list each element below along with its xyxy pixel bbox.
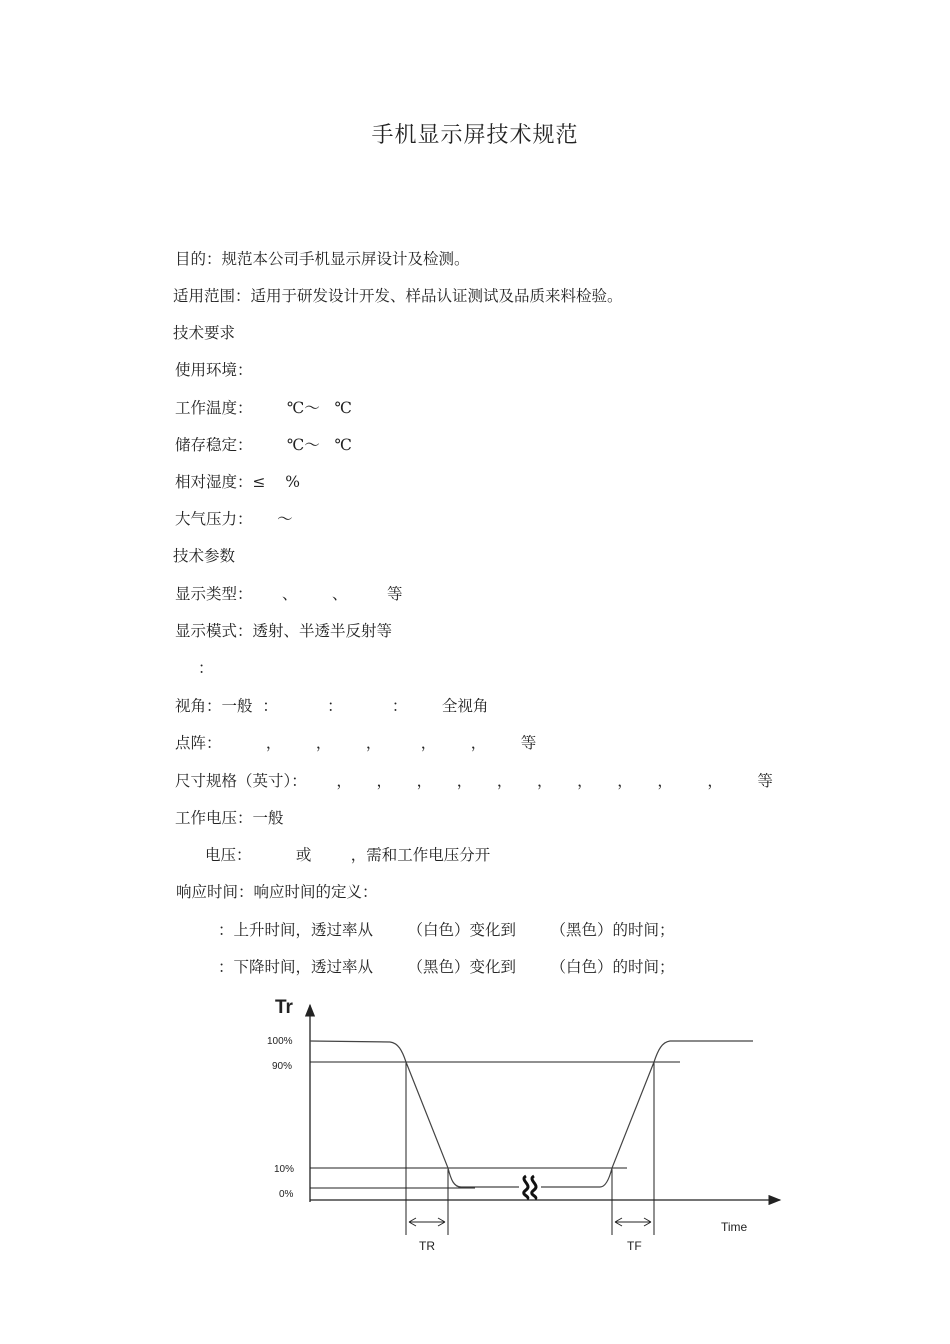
break-mask [519,1176,541,1198]
display-type-line: 显示类型： 、 、 等 [175,585,403,603]
tick-label-10: 10% [274,1164,295,1175]
humidity-line: 相对湿度：≤ % [175,473,300,491]
dot-matrix-line: 点阵： ， ， ， ， ， 等 [175,734,537,752]
rise-time-line: ：上升时间，透过率从 （白色）变化到 （黑色）的时间； [218,921,675,939]
response-time-chart [255,990,795,1265]
y-axis-label: Tr [275,997,293,1018]
purpose-line: 目的：规范本公司手机显示屏设计及检测。 [175,250,470,268]
tick-label-0: 0% [279,1189,294,1200]
scope-line: 适用范围：适用于研发设计开发、样品认证测试及品质来料检验。 [173,287,623,305]
tech-params-heading: 技术参数 [173,547,236,565]
response-time-line: 响应时间：响应时间的定义： [176,883,378,901]
voltage-line: 工作电压：一般 [175,809,284,827]
display-mode-line: 显示模式：透射、半透半反射等 [175,622,393,640]
tr-label: TR [419,1239,435,1253]
colon-line: ： [198,659,214,677]
fall-time-line: ：下降时间，透过率从 （黑色）变化到 （白色）的时间； [218,958,675,976]
x-axis-label: Time [721,1220,748,1234]
storage-temperature-line: 储存稳定： ℃～ ℃ [175,436,352,454]
voltage-secondary-line: 电压： 或 ，需和工作电压分开 [205,846,491,864]
size-spec-line: 尺寸规格（英寸）： ， ， ， ， ， ， ， ， ， ， 等 [175,772,773,790]
environment-line: 使用环境： [175,361,253,379]
pressure-line: 大气压力： ～ [175,510,293,528]
tick-label-90: 90% [272,1061,293,1072]
view-angle-line: 视角：一般 ： ： ： 全视角 [175,697,489,715]
tick-label-100: 100% [267,1036,293,1047]
tech-requirements-heading: 技术要求 [173,324,236,342]
tf-label: TF [627,1239,642,1253]
page-title: 手机显示屏技术规范 [371,123,579,148]
work-temperature-line: 工作温度： ℃～ ℃ [175,399,352,417]
transmittance-curve [310,1041,753,1187]
